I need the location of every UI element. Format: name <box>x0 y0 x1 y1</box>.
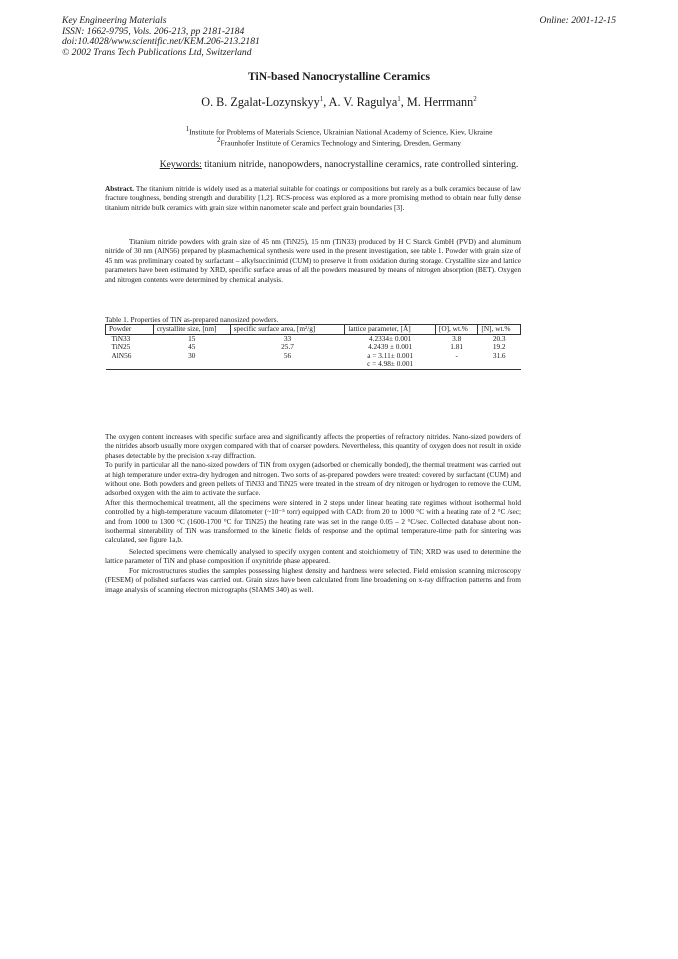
journal-name: Key Engineering Materials <box>62 15 167 26</box>
affil-mark: 2 <box>216 136 221 144</box>
header-cell: specific surface area, [m²/g] <box>230 325 345 335</box>
table-row <box>106 360 521 369</box>
body-paragraph: Selected specimens were chemically analysed to specify oxygen content and stoichiometry of TiN; XRD was used to determine the lattice parameter of TiN and phase composition if oxynitride phase appeared. <box>105 547 521 566</box>
body-paragraph: Titanium nitride powders with grain size of 45 nm (TiN25), 15 nm (TiN33) produced by H C Starck GmbH (PVD) and aluminum nitride of 30 nm (AlN56) prepared by plasmachemical synthesis were used in the present investigation, see table 1. Powder with grain size of 45 nm was preliminary coated by surfactant – alkylsuccinimid (CUM) to preserve it from oxidation during storage. Crystallite size and lattice parameters have been estimated by XRD, specific surface areas of all the powders measured by means of nitrogen absorption (BET). Oxygen and nitrogen contents were determined by chemical analysis. <box>105 237 521 284</box>
author-affil-mark: 2 <box>473 95 477 103</box>
table-cell: 31.6 <box>492 350 506 360</box>
body-paragraph: To purify in particular all the nano-sized powders of TiN from oxygen (adsorbed or chemically bonded), the thermal treatment was carried out at high temperature under extra-dry hydrogen and nitrogen. Two sorts of as-prepared powders were treated: covered by surfactant (CUM) and without one. Both powders and green pellets of TiN33 and TiN25 were treated in the stream of dry nitrogen or hydrogen to remove the CUM, adsorbed oxygen with the aim to activate the surface. <box>105 460 521 498</box>
table-row <box>106 343 521 352</box>
keywords <box>0 159 678 170</box>
table-cell <box>478 360 521 369</box>
properties-table <box>105 324 521 370</box>
affil-mark: 1 <box>185 125 190 133</box>
body-section <box>105 432 521 545</box>
body-paragraph: For microstructures studies the samples possessing highest density and hardness were selected. Field emission scanning microscopy (FESEM) of polished surfaces was carried out. Grain sizes have been calculated from line broadening on x-ray diffraction patterns and from image analysis of scanning electron micrographs (SIAMS 340) as well. <box>105 566 521 594</box>
table-cell: 3.8 <box>452 333 462 343</box>
table-cell: 19.2 <box>492 342 506 352</box>
header-cell: crystallite size, [nm] <box>153 325 230 335</box>
table-cell: 4.2439 ± 0.001 <box>368 342 413 352</box>
table-cell: - <box>455 350 458 360</box>
table-cell: 4.2334± 0.001 <box>368 333 412 343</box>
author-list: O. B. Zgalat-Lozynskyy$^1$, A. V. Ragulya$^1$, M. Herrmann$^2$ <box>201 95 477 110</box>
header-cell: [O], wt.% <box>435 325 478 335</box>
table-cell: c = 4.98± 0.001 <box>345 360 436 369</box>
journal-header <box>62 16 616 58</box>
paper-title: TiN-based Nanocrystalline Ceramics <box>247 70 431 83</box>
author-affil-mark: 1 <box>319 95 324 103</box>
author-name: O. B. Zgalat-Lozynskyy <box>201 95 320 110</box>
table-cell: 56 <box>283 350 292 360</box>
keywords-text: titanium nitride, nanopowders, nanocrystalline ceramics, rate controlled sintering. <box>204 159 519 170</box>
issn-line: ISSN: 1662-9795, Vols. 206-213, pp 2181-2184 <box>62 25 245 37</box>
table-cell: TiN33 <box>111 333 131 343</box>
table-cell: 45 <box>188 342 196 352</box>
header-cell: Powder <box>106 325 154 335</box>
header-cell: lattice parameter, [Å] <box>345 325 436 335</box>
copyright-line: © 2002 Trans Tech Publications Ltd, Switzerland <box>62 46 252 58</box>
keywords-label: Keywords: <box>159 159 202 170</box>
affil-text: Fraunhofer Institute of Ceramics Technology and Sintering, Dresden, Germany <box>220 138 462 148</box>
abstract <box>105 184 521 212</box>
table-cell: AlN56 <box>111 350 132 360</box>
online-date: Online: 2001-12-15 <box>539 15 616 26</box>
author-name: M. Herrmann <box>406 95 474 110</box>
doi-line[interactable]: doi:10.4028/www.scientific.net/KEM.206-213.2181 <box>62 36 260 48</box>
author-affil-mark: 1 <box>397 95 401 103</box>
affiliation <box>0 136 678 148</box>
table-cell: TiN25 <box>111 342 131 352</box>
table-cell: 20.3 <box>492 333 506 343</box>
table-cell <box>153 360 230 369</box>
body-paragraph: The oxygen content increases with specific surface area and significantly affects the properties of refractory nitrides. Nano-sized powders of the nitrides absorb usually more oxygen compared with that of coarser powders. Nevertheless, this quantity of oxygen does not result in oxide phases detectable by the precision x-ray diffraction. <box>105 432 521 460</box>
table-cell: 30 <box>188 350 196 360</box>
table-caption: Table 1. Properties of TiN as-prepared nanosized powders. <box>105 315 279 324</box>
header-cell: [N], wt.% <box>478 325 521 335</box>
abstract-label: Abstract. <box>105 184 134 193</box>
table-cell: 25.7 <box>281 342 294 352</box>
table-cell: 15 <box>188 333 196 343</box>
table-cell <box>435 360 478 369</box>
table-cell <box>106 360 154 369</box>
table-cell: 1.81 <box>450 342 464 352</box>
table-cell: a = 3.11± 0.001 <box>367 350 413 360</box>
table-row <box>106 352 521 361</box>
table-cell <box>230 360 345 369</box>
table-header-row <box>106 325 521 335</box>
affil-text: Institute for Problems of Materials Science, Ukrainian National Academy of Science, Kiev, Ukraine <box>189 127 493 137</box>
body-paragraph: After this thermochemical treatment, all the specimens were sintered in 2 steps under linear heating rate regimes without isothermal hold controlled by a high-temperature vacuum dilatometer (~10⁻⁵ torr) equipped with CAD: from 20 to 1000 °C with a heating rate of 2 °C /sec; and from 1000 to 1300 °C (1600-1700 °C for TiN25) the heating rate was set in the range 0.05 – 2 °C/sec. Collected database about non-isothermal sinterability of TiN was transformed to the kinetic fields of response and the optimal temperature-time path for sintering was calculated, see figure 1a,b. <box>105 497 521 545</box>
abstract-text: The titanium nitride is widely used as a material suitable for coatings or compositions but rarely as a bulk ceramics because of law fracture toughness, bending strength and durability [1,2]. RCS-process was explored as a more promising method to obtain near fully dense titanium nitride bulk ceramics with grain size within nanometer scale and perfect grain boundaries [3]. <box>105 184 521 212</box>
author-name: A. V. Ragulya <box>328 95 398 110</box>
table-cell: 33 <box>283 333 292 343</box>
affiliation <box>0 125 678 137</box>
